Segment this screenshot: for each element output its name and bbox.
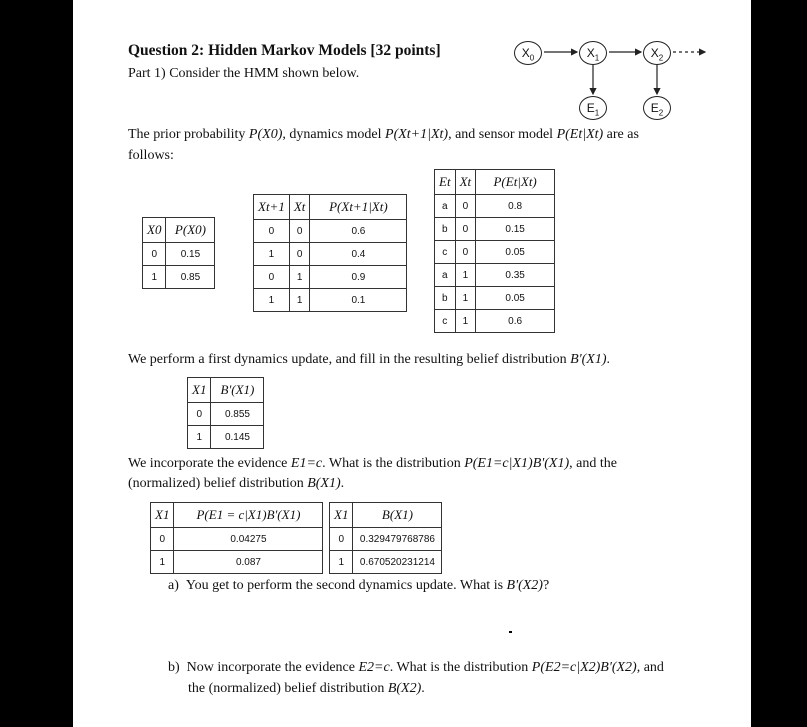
table-row: 1 0.85 xyxy=(143,266,215,289)
table-row: a 1 0.35 xyxy=(435,264,555,287)
table-row: c 1 0.6 xyxy=(435,310,555,333)
table-row: b 1 0.05 xyxy=(435,287,555,310)
header-cell: P(Xt+1|Xt) xyxy=(310,195,407,220)
table-row: 0 0.04275 xyxy=(151,528,323,551)
model-intro-line2: follows: xyxy=(128,148,174,163)
node-x2: $X_2$ xyxy=(643,41,671,65)
table-row: 1 0 0.4 xyxy=(254,243,407,266)
header-cell: X1 xyxy=(188,378,211,403)
table-row: c 0 0.05 xyxy=(435,241,555,264)
belief-prime-table xyxy=(187,377,264,449)
header-cell: P(X0) xyxy=(166,218,215,243)
prior-table xyxy=(142,217,215,289)
document-page xyxy=(73,0,751,727)
question-b-line1: b) Now incorporate the evidence E2=c. What is the distribution P(E2=c|X2)B'(X2), and xyxy=(168,660,664,675)
table-row: 1 0.670520231214 xyxy=(330,551,442,574)
belief-table xyxy=(329,502,442,574)
header-cell: Xt xyxy=(289,195,310,220)
header-cell: X0 xyxy=(143,218,166,243)
node-x1: $X_1$ xyxy=(579,41,607,65)
header-cell: Xt xyxy=(455,170,476,195)
question-b-line2: the (normalized) belief distribution B(X2). xyxy=(188,681,425,696)
table-row: 1 0.145 xyxy=(188,426,264,449)
joint-table xyxy=(150,502,323,574)
question-evidence-line2: (normalized) belief distribution B(X1). xyxy=(128,476,345,491)
question-a: a) You get to perform the second dynamics update. What is B'(X2)? xyxy=(168,578,550,593)
node-e2: $E_2$ xyxy=(643,96,671,120)
table-row: 1 0.087 xyxy=(151,551,323,574)
sensor-table xyxy=(434,169,555,333)
model-intro-line1: The prior probability P(X0), dynamics model P(Xt+1|Xt), and sensor model P(Et|Xt) are as xyxy=(128,127,639,142)
node-e1: $E_1$ xyxy=(579,96,607,120)
table-row: 0 0.855 xyxy=(188,403,264,426)
header-cell: Xt+1 xyxy=(254,195,290,220)
hmm-diagram-edges xyxy=(513,36,713,136)
header-cell: B'(X1) xyxy=(211,378,264,403)
dynamics-table xyxy=(253,194,407,312)
node-x0: $X_0$ xyxy=(514,41,542,65)
table-row: a 0 0.8 xyxy=(435,195,555,218)
stray-mark xyxy=(509,631,512,633)
table-row: 0 0.15 xyxy=(143,243,215,266)
table-row: b 0 0.15 xyxy=(435,218,555,241)
table-row: 0 0 0.6 xyxy=(254,220,407,243)
header-cell: P(E1 = c|X1)B'(X1) xyxy=(174,503,323,528)
question-first-update: We perform a first dynamics update, and fill in the resulting belief distribution B'(X1). xyxy=(128,352,611,367)
part1-intro: Part 1) Consider the HMM shown below. xyxy=(128,66,360,81)
question-title: Question 2: Hidden Markov Models [32 points] xyxy=(128,42,441,59)
header-cell: P(Et|Xt) xyxy=(476,170,555,195)
table-row: 1 1 0.1 xyxy=(254,289,407,312)
header-cell: X1 xyxy=(151,503,174,528)
table-row: 0 0.329479768786 xyxy=(330,528,442,551)
header-cell: B(X1) xyxy=(353,503,442,528)
table-row: 0 1 0.9 xyxy=(254,266,407,289)
header-cell: X1 xyxy=(330,503,353,528)
header-cell: Et xyxy=(435,170,456,195)
question-evidence-line1: We incorporate the evidence E1=c. What is the distribution P(E1=c|X1)B'(X1), and the xyxy=(128,456,617,471)
